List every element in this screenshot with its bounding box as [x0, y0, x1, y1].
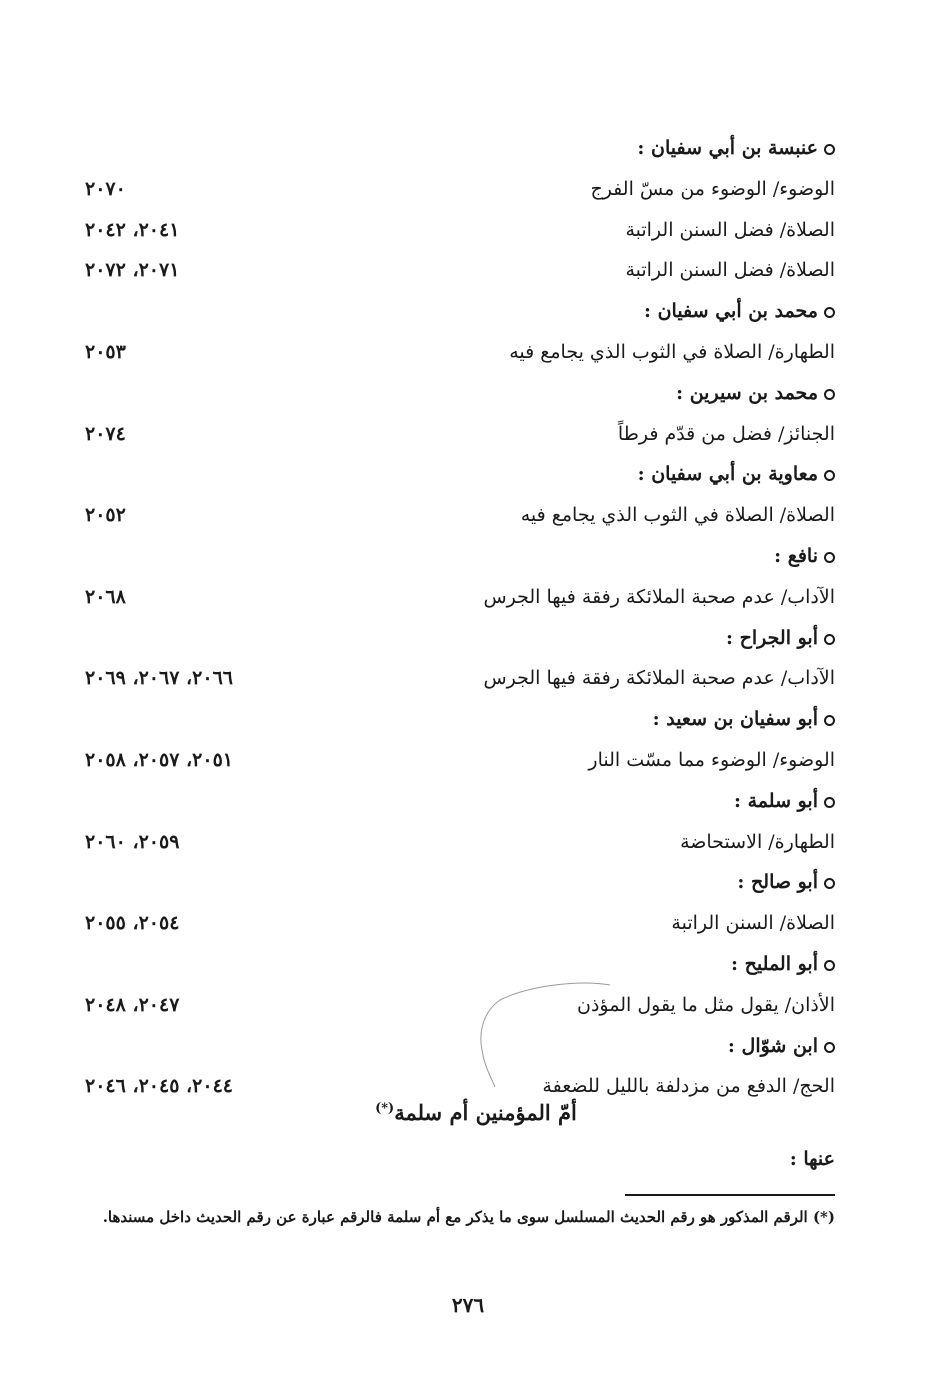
index-entry: [85, 577, 835, 618]
hadith-numbers: ٢٠٥٤، ٢٠٥٥: [85, 912, 180, 935]
narrator-heading: [85, 781, 835, 822]
hadith-numbers: ٢٠٥١، ٢٠٥٧، ٢٠٥٨: [85, 748, 233, 771]
index-list: [85, 128, 835, 1107]
index-entry: [85, 822, 835, 863]
narrator-heading-wrap: [653, 699, 835, 740]
circle-bullet-icon: [824, 144, 835, 155]
narrator-heading-wrap: [644, 291, 835, 332]
hadith-numbers: ٢٠٧١، ٢٠٧٢: [85, 259, 180, 282]
entry-topic: الآداب/ عدم صحبة الملائكة رفقة فيها الجرس: [483, 667, 835, 690]
circle-bullet-icon: [824, 389, 835, 400]
circle-bullet-icon: [824, 715, 835, 726]
hadith-numbers: ٢٠٤٧، ٢٠٤٨: [85, 993, 180, 1016]
narrator-name: أبو المليح :: [731, 952, 818, 975]
narrator-heading: [85, 862, 835, 903]
circle-bullet-icon: [824, 797, 835, 808]
narrator-heading-wrap: [638, 454, 835, 495]
index-entry: [85, 495, 835, 536]
narrator-name: عنبسة بن أبي سفيان :: [637, 137, 818, 159]
page-number: ٢٧٦: [451, 1293, 485, 1317]
narrator-heading: [85, 454, 835, 495]
hadith-numbers: ٢٠٤١، ٢٠٤٢: [85, 218, 180, 241]
hadith-numbers: ٢٠٦٨: [85, 585, 126, 608]
entry-topic: الصلاة/ السنن الراتبة: [671, 912, 835, 935]
index-entry: [85, 414, 835, 455]
narrator-heading: [85, 944, 835, 985]
narrator-heading: [85, 618, 835, 659]
entry-topic: الصلاة/ الصلاة في الثوب الذي يجامع فيه: [520, 504, 835, 527]
hadith-numbers: ٢٠٥٣: [85, 340, 126, 363]
narrator-name: أبو سلمة :: [733, 789, 818, 812]
narrator-name: معاوية بن أبي سفيان :: [637, 463, 818, 486]
narrator-heading-wrap: [774, 536, 835, 577]
index-entry: [85, 985, 835, 1026]
entry-topic: الأذان/ يقول مثل ما يقول المؤذن: [577, 993, 835, 1016]
index-entry: [85, 740, 835, 781]
narrator-heading-wrap: [637, 128, 835, 169]
circle-bullet-icon: [824, 1042, 835, 1053]
anha-label: عنها :: [789, 1148, 835, 1170]
entry-topic: الصلاة/ فضل السنن الراتبة: [625, 218, 835, 241]
section-title: [0, 1100, 944, 1125]
narrator-name: محمد بن سيرين :: [676, 381, 818, 404]
narrator-name: أبو الجراح :: [726, 626, 818, 649]
narrator-heading: [85, 291, 835, 332]
index-entry: [85, 658, 835, 699]
index-entry: [85, 332, 835, 373]
entry-topic: الصلاة/ فضل السنن الراتبة: [625, 259, 835, 282]
narrator-heading: [85, 128, 835, 169]
index-entry: [85, 169, 835, 210]
narrator-name: أبو سفيان بن سعيد :: [652, 708, 818, 731]
narrator-name: محمد بن أبي سفيان :: [643, 300, 818, 323]
entry-topic: الطهارة/ الصلاة في الثوب الذي يجامع فيه: [509, 340, 835, 363]
circle-bullet-icon: [824, 634, 835, 645]
hadith-numbers: ٢٠٥٢: [85, 504, 126, 527]
narrator-name: أبو صالح :: [737, 871, 818, 894]
entry-topic: الآداب/ عدم صحبة الملائكة رفقة فيها الجرس: [483, 585, 835, 608]
entry-topic: الطهارة/ الاستحاضة: [680, 830, 835, 853]
circle-bullet-icon: [824, 470, 835, 481]
section-title-marker: (*): [375, 1101, 395, 1116]
section-title-text: أمّ المؤمنين أم سلمة: [394, 1100, 577, 1125]
circle-bullet-icon: [824, 307, 835, 318]
hadith-numbers: ٢٠٧٤: [85, 422, 126, 445]
narrator-heading: [85, 1026, 835, 1067]
hadith-numbers: ٢٠٥٩، ٢٠٦٠: [85, 830, 180, 853]
index-entry: [85, 210, 835, 251]
index-entry: [85, 250, 835, 291]
entry-topic: الجنائز/ فضل من قدّم فرطاً: [617, 422, 835, 445]
footnote: (*) الرقم المذكور هو رقم الحديث المسلسل سوى ما يذكر مع أم سلمة فالرقم عبارة عن رقم الحديث داخل مسندها.: [102, 1208, 835, 1226]
narrator-heading-wrap: [728, 1026, 835, 1067]
index-entry: [85, 903, 835, 944]
narrator-heading-wrap: [737, 862, 835, 903]
circle-bullet-icon: [824, 552, 835, 563]
circle-bullet-icon: [824, 878, 835, 889]
scan-artifact-mark: [470, 975, 620, 1090]
circle-bullet-icon: [824, 960, 835, 971]
narrator-heading-wrap: [726, 618, 835, 659]
narrator-heading-wrap: [676, 373, 835, 414]
hadith-numbers: ٢٠٦٦، ٢٠٦٧، ٢٠٦٩: [85, 667, 233, 690]
narrator-heading: [85, 373, 835, 414]
footnote-divider: [625, 1194, 835, 1196]
narrator-heading-wrap: [734, 781, 835, 822]
narrator-heading-wrap: [731, 944, 835, 985]
hadith-numbers: ٢٠٤٤، ٢٠٤٥، ٢٠٤٦: [85, 1075, 233, 1098]
entry-topic: الوضوء/ الوضوء مما مسّت النار: [588, 748, 835, 771]
entry-topic: الوضوء/ الوضوء من مسّ الفرج: [590, 177, 835, 200]
narrator-name: ابن شوّال :: [727, 1034, 818, 1057]
hadith-numbers: ٢٠٧٠: [85, 177, 126, 200]
narrator-name: نافع :: [774, 544, 818, 567]
entry-topic: الحج/ الدفع من مزدلفة بالليل للضعفة: [542, 1075, 835, 1098]
narrator-heading: [85, 699, 835, 740]
narrator-heading: [85, 536, 835, 577]
